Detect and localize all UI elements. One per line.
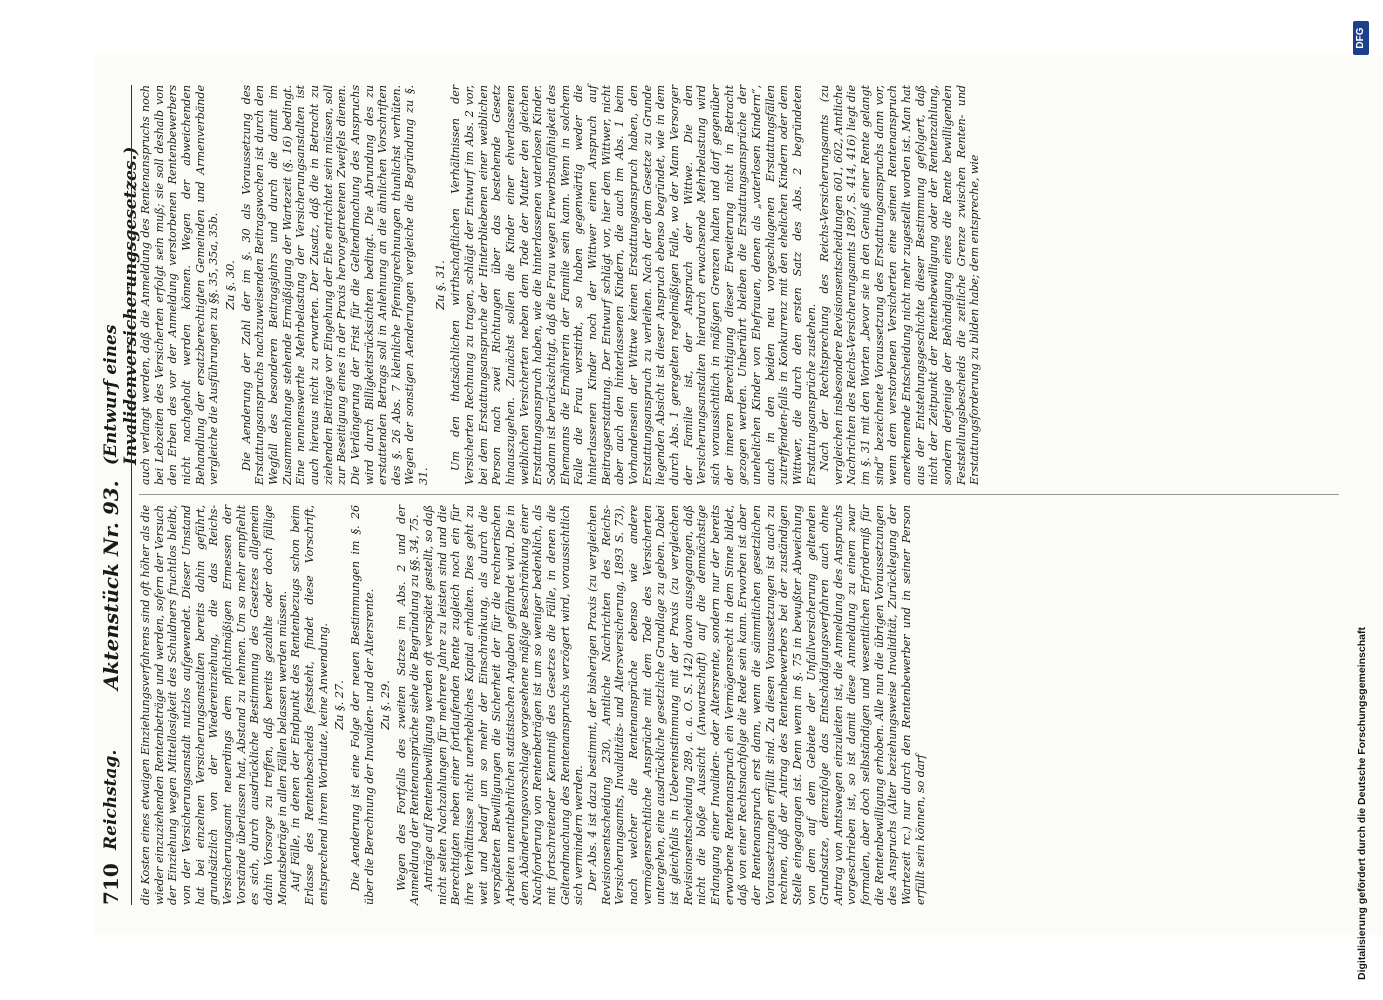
paragraph: Um den thatsächlichen wirthschaftlichen Verhältnissen der Versicherten Rechnung zu tragen, schlägt der Entwurf im Abs. 2 vor, bei dem Erstattungsanspruche der Hinterbliebenen einer weiblichen Person nach zwei Richtungen über das bestehende Gesetz hinauszugehen. Zunächst sollen die Kinder einer ehverlassenen weiblichen Versicherten neben dem Tode der Mutter den gleichen Erstattungsanspruch haben, wie die hinterlassenen vaterlosen Kinder. Sodann ist berücksichtigt, daß die Frau wegen Erwerbsunfähigkeit des Ehemanns die Ernährerin der Familie sein kann. Wenn in solchem Falle die Frau verstirbt, so haben gegenwärtig weder die hinterlassenen Kinder noch der Wittwer einen Anspruch auf Beitragserstattung. Der Entwurf schlägt vor, hier dem Wittwer, nicht aber auch den hinterlassenen Kindern, die auch im Abs. 1 beim Vorhandensein der Wittwe keinen Erstattungsanspruch haben, den Erstattungsanspruch zu verleihen. Nach der dem Gesetze zu Grunde liegenden Absicht ist dieser Anspruch ebenso begründet, wie in dem durch Abs. 1 geregelten regelmäßigen Falle, wo der Mann Versorger der Familie ist, der Anspruch der Wittwe. Die den Versicherungsanstalten hierdurch erwachsende Mehrbelastung wird sich voraussichtlich in mäßigen Grenzen halten und darf gegenüber der inneren Berechtigung dieser Erweiterung nicht in Betracht gezogen werden. Unberührt bleiben die Erstattungsansprüche der unehelichen Kinder von Ehefrauen, denen als „vaterlosen Kindern“, auch in den beiden neu vorgeschlagenen Erstattungsfällen zutreffenden-falls in Konkurrenz mit den ehelichen Kindern oder dem Wittwer, die durch den ersten Satz des Abs. 2 begründeten Erstattungsansprüche zustehen. bbox=[449, 85, 818, 485]
paragraph: Die Aenderung ist eine Folge der neuen Bestimmungen im §. 26 über die Berechnung der Invaliden- und der Altersrente. bbox=[348, 505, 376, 905]
paragraph: Anträge auf Rentenbewilligung werden oft verspätet gestellt, so daß nicht selten Nachzahlungen für mehrere Jahre zu leisten sind und die Berechtigten neben einer fortlaufenden Rente zugleich noch ein für ihre Verhältnisse nicht unerhebliches Kapital erhalten. Dies geht zu weit und bedarf um so mehr der Einschränkung, als durch die verspäteten Bewilligungen die Sicherheit der für die rechnerischen Arbeiten unentbehrlichen statistischen Angaben gefährdet wird. Die in dem Abänderungsvorschlage vorgesehene mäßige Beschränkung einer Nachforderung von Rentenbeträgen ist um so weniger bedenklich, als mit fortschreitender Kenntniß des Gesetzes die Fälle, in denen die Geltendmachung des Rentenanspruchs verzögert wird, voraussichtlich sich vermindern werden. bbox=[422, 505, 586, 905]
header-document-title: (Entwurf eines Invalidenversicherungsgesetzes.) bbox=[101, 146, 141, 465]
header-rule bbox=[131, 85, 132, 905]
section-heading: Zu §. 31. bbox=[432, 260, 447, 310]
document-page bbox=[95, 55, 1383, 935]
page-number: 710 bbox=[99, 863, 123, 905]
paragraph: auch verlangt werden, daß die Anmeldung des Rentenanspruchs noch bei Lebzeiten des Versicherten erfolgt sein muß; sie soll deshalb von den Erben des vor der Anmeldung verstorbenen Rentenbewerbers nicht nachgeholt werden können. Wegen der abweichenden Behandlung der ersatzberechtigten Gemeinden und Armenverbände vergleiche die Ausführungen zu §§. 35, 35a, 35b. bbox=[139, 85, 221, 485]
page-header bbox=[95, 85, 141, 905]
text-column-right bbox=[139, 85, 982, 485]
paragraph: Die Aenderung der Zahl der im §. 30 als Voraussetzung des Erstattungsanspruchs nachzuweisenden Beitragswochen ist durch den Wegfall des besonderen Beitragsjahrs und durch die damit im Zusammenhange stehende Ermäßigung der Wartezeit (§. 16) bedingt. Eine nennenswerthe Mehrbelastung der Versicherungsanstalten ist auch hieraus nicht zu erwarten. Der Zusatz, daß die in Betracht zu ziehenden Beiträge vor Eingehung der Ehe entrichtet sein müssen, soll zur Beseitigung eines in der Praxis hervorgetretenen Zweifels dienen. Die Verlängerung der Frist für die Geltendmachung des Anspruchs wird durch Billigkeitsrücksichten bedingt. Die Abrundung des zu erstattenden Betrags soll in Anlehnung an die ähnlichen Vorschriften des §. 26 Abs. 7 kleinliche Pfennigrechnungen thunlichst verhüten. Wegen der sonstigen Aenderungen vergleiche die Begründung zu §. 31. bbox=[239, 85, 431, 485]
funding-notice: Digitalisierung gefördert durch die Deutsche Forschungsgemeinschaft bbox=[1356, 627, 1368, 980]
paragraph: Nach der Rechtsprechung des Reichs-Versicherungsamts (zu vergleichen insbesondere Revisionsentscheidungen 601, 602, Amtliche Nachrichten des Reichs-Versicherungsamts 1897, S. 414, 416) liegt die im §. 31 mit den Worten „bevor sie in den Genuß einer Rente gelangt sind“ bezeichnete Voraussetzung des Erstattungsanspruchs dann vor, wenn dem verstorbenen Versicherten eine seinen Rentenanspruch anerkennende Entscheidung nicht mehr zugestellt worden ist. Man hat aus der Entstehungsgeschichte dieser Bestimmung gefolgert, daß nicht der Zeitpunkt der Rentenbewilligung oder der Rentenzahlung, sondern derjenige der Behändigung eines die Rente bewilligenden Feststellungsbescheids die zeitliche Grenze zwischen Renten- und Erstattungsforderung zu bilden habe; dem entspreche, wie bbox=[818, 85, 982, 485]
paragraph: Der Abs. 4 ist dazu bestimmt, der bisherigen Praxis (zu vergleichen Revisionsentscheidung 230, Amtliche Nachrichten des Reichs-Versicherungsamts, Invaliditäts- und Altersversicherung, 1893 S. 73), nach welcher die Rentenansprüche ebenso wie andere vermögensrechtliche Ansprüche mit dem Tode des Versicherten untergehen, eine ausdrückliche gesetzliche Grundlage zu geben. Dabei ist gleichfalls in Uebereinstimmung mit der Praxis (zu vergleichen Revisionsentscheidung 289, a. a. O. S. 142) davon ausgegangen, daß nicht die bloße Aussicht (Anwartschaft) auf die demnächstige Erlangung einer Invaliden- oder Altersrente, sondern nur der bereits erworbene Rentenanspruch ein Vermögensrecht in dem Sinne bildet, daß von einer Rechtsnachfolge die Rede sein kann. Erworben ist aber der Rentenanspruch erst dann, wenn die sämmtlichen gesetzlichen Voraussetzungen erfüllt sind. Zu diesen Voraussetzungen ist auch zu rechnen, daß der Antrag des Rentenbewerbers bei der zuständigen Stelle eingegangen ist. Denn wenn im §. 75 in bewußter Abweichung von dem auf dem Gebiete der Unfallversicherung geltenden Grundsatze, demzufolge das Entschädigungsverfahren auch ohne Antrag von Amtswegen einzuleiten ist, die Anmeldung des Anspruchs vorgeschrieben ist, so ist damit diese Anmeldung zu einem zwar formalen, aber doch selbständigen und wesentlichen Erforderniß für die Rentenbewilligung erhoben. Alle nun die übrigen Voraussetzungen des Anspruchs (Alter beziehungsweise Invalidität, Zurücklegung der Wartezeit rc.) nur durch den Rentenbewerber und in seiner Person erfüllt sein können, so darf bbox=[586, 505, 927, 905]
section-heading: Zu §. 29. bbox=[378, 680, 393, 730]
header-left-title: Reichstag. bbox=[101, 749, 121, 850]
dfg-logo: DFG bbox=[1353, 21, 1369, 55]
text-column-left bbox=[139, 505, 927, 905]
section-heading: Zu §. 27. bbox=[332, 680, 347, 730]
paragraph: Auf Fälle, in denen der Endpunkt des Rentenbezugs schon beim Erlasse des Rentenbescheids feststeht, findet diese Vorschrift, entsprechend ihrem Wortlaute, keine Anwendung. bbox=[289, 505, 330, 905]
paragraph: Wegen des Fortfalls des zweiten Satzes im Abs. 2 und der Anmeldung der Rentenansprüche siehe die Begründung zu §§. 34, 75. bbox=[394, 505, 422, 905]
column-divider bbox=[139, 494, 1339, 495]
header-document-number: Aktenstück Nr. 93. bbox=[99, 480, 123, 690]
paragraph: die Kosten eines etwaigen Einziehungsverfahrens sind oft höher als die wieder einzuziehenden Rentenbeträge und werden, sofern der Versuch der Einziehung wegen Mittellosigkeit des Schuldners fruchtlos bleibt, von der Versicherungsanstalt nutzlos aufgewendet. Dieser Umstand hat bei einzelnen Versicherungsanstalten bereits dahin geführt, grundsätzlich von der Wiedereinziehung, die das Reichs-Versicherungsamt neuerdings dem pflichtmäßigen Ermessen der Vorstände überlassen hat, Abstand zu nehmen. Um so mehr empfiehlt es sich, durch ausdrückliche Bestimmung des Gesetzes allgemein dahin Vorsorge zu treffen, daß bereits gezahlte oder doch fällige Monatsbeträge in allen Fällen belassen werden müssen. bbox=[139, 505, 289, 905]
digitization-stamp bbox=[1355, 10, 1371, 980]
section-heading: Zu §. 30. bbox=[222, 260, 237, 310]
